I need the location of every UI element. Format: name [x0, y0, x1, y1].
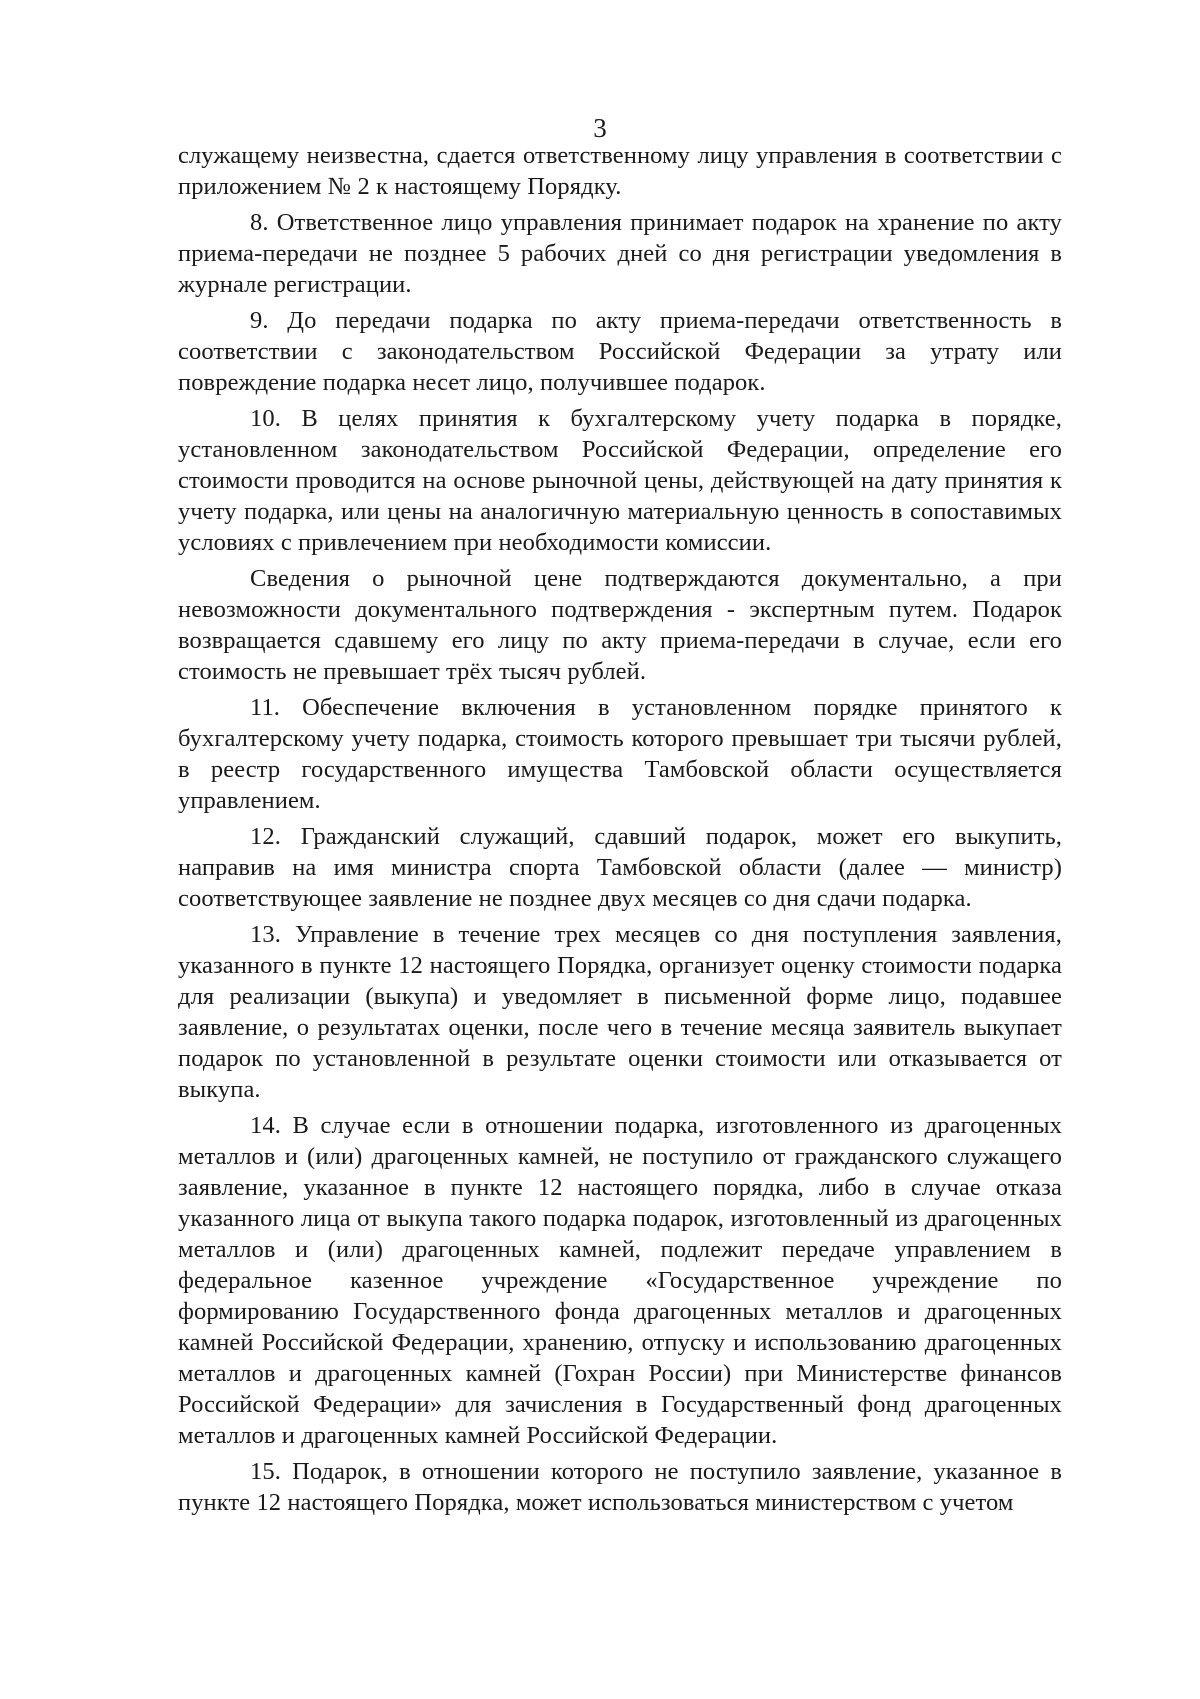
- paragraph-item-12: 12. Гражданский служащий, сдавший подарок, может его выкупить, направив на имя министра спорта Тамбовской области (далее — министр) соответствующее заявление не позднее двух месяцев со дня сдачи подарка.: [178, 823, 1062, 912]
- paragraph-item-15: 15. Подарок, в отношении которого не поступило заявление, указанное в пункте 12 настоящего Порядка, может использоваться министерством с учетом: [178, 1458, 1062, 1516]
- paragraph-item-10: 10. В целях принятия к бухгалтерскому учету подарка в порядке, установленном законодательством Российской Федерации, определение его стоимости проводится на основе рыночной цены, действующей на дату принятия к учету подарка, или цены на аналогичную материальную ценность в сопоставимых условиях с привлечением при необходимости комиссии.: [178, 405, 1062, 556]
- paragraph-item-8: 8. Ответственное лицо управления принимает подарок на хранение по акту приема-передачи не позднее 5 рабочих дней со дня регистрации уведомления в журнале регистрации.: [178, 209, 1062, 298]
- paragraph-item-11: 11. Обеспечение включения в установленном порядке принятого к бухгалтерскому учету подарка, стоимость которого превышает три тысячи рублей, в реестр государственного имущества Тамбовской области осуществляется управлением.: [178, 694, 1062, 814]
- paragraph-market-price: Сведения о рыночной цене подтверждаются документально, а при невозможности документального подтверждения - экспертным путем. Подарок возвращается сдавшему его лицу по акту приема-передачи в случае, если его стоимость не превышает трёх тысяч рублей.: [178, 565, 1062, 685]
- page-number: 3: [593, 113, 607, 143]
- paragraph-item-9: 9. До передачи подарка по акту приема-передачи ответственность в соответствии с законодательством Российской Федерации за утрату или повреждение подарка несет лицо, получившее подарок.: [178, 307, 1062, 396]
- paragraph-continuation: служащему неизвестна, сдается ответственному лицу управления в соответствии с приложением № 2 к настоящему Порядку.: [178, 142, 1062, 200]
- document-body: [178, 140, 1062, 1523]
- paragraph-item-13: 13. Управление в течение трех месяцев со дня поступления заявления, указанного в пункте 12 настоящего Порядка, организует оценку стоимости подарка для реализации (выкупа) и уведомляет в письменной форме лицо, подавшее заявление, о результатах оценки, после чего в течение месяца заявитель выкупает подарок по установленной в результате оценки стоимости или отказывается от выкупа.: [178, 921, 1062, 1103]
- paragraph-item-14: 14. В случае если в отношении подарка, изготовленного из драгоценных металлов и (или) драгоценных камней, не поступило от гражданского служащего заявление, указанное в пункте 12 настоящего порядка, либо в случае отказа указанного лица от выкупа такого подарка подарок, изготовленный из драгоценных металлов и (или) драгоценных камней, подлежит передаче управлением в федеральное казенное учреждение «Государственное учреждение по формированию Государственного фонда драгоценных металлов и драгоценных камней Российской Федерации, хранению, отпуску и использованию драгоценных металлов и драгоценных камней (Гохран России) при Министерстве финансов Российской Федерации» для зачисления в Государственный фонд драгоценных металлов и драгоценных камней Российской Федерации.: [178, 1112, 1062, 1449]
